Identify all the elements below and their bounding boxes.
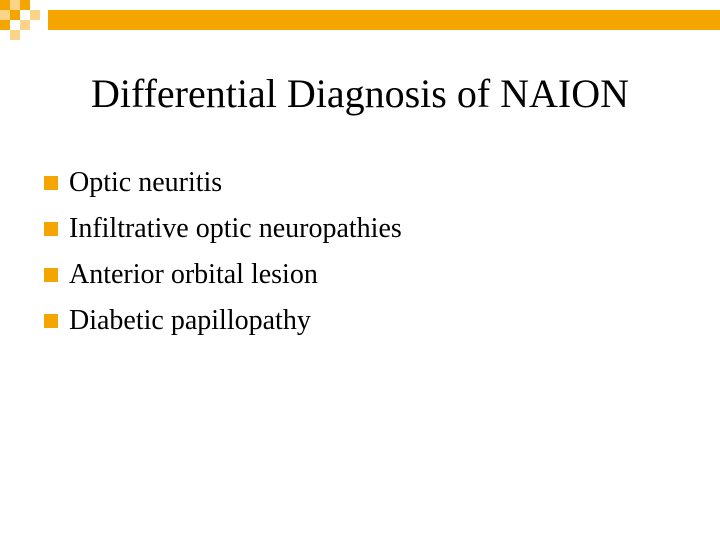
checker-square (10, 10, 20, 20)
checker-square (20, 20, 30, 30)
top-accent-bar (48, 10, 720, 30)
bullet-item (44, 160, 402, 206)
checker-square (0, 0, 10, 10)
square-bullet-icon (44, 268, 58, 282)
bullet-item (44, 298, 402, 344)
square-bullet-icon (44, 314, 58, 328)
checker-square (10, 30, 20, 40)
bullet-text: Optic neuritis (69, 167, 223, 198)
square-bullet-icon (44, 222, 58, 236)
checker-square (0, 10, 10, 20)
slide-title: Differential Diagnosis of NAION (90, 71, 630, 116)
checker-square (20, 0, 30, 10)
bullet-list (44, 160, 402, 344)
checker-square (0, 20, 10, 30)
bullet-text: Diabetic papillopathy (69, 305, 311, 336)
bullet-item (44, 206, 402, 252)
bullet-text: Infiltrative optic neuropathies (69, 213, 402, 244)
square-bullet-icon (44, 176, 58, 190)
bullet-item (44, 252, 402, 298)
checker-square (10, 0, 20, 10)
checker-square (30, 10, 40, 20)
bullet-text: Anterior orbital lesion (69, 259, 318, 290)
